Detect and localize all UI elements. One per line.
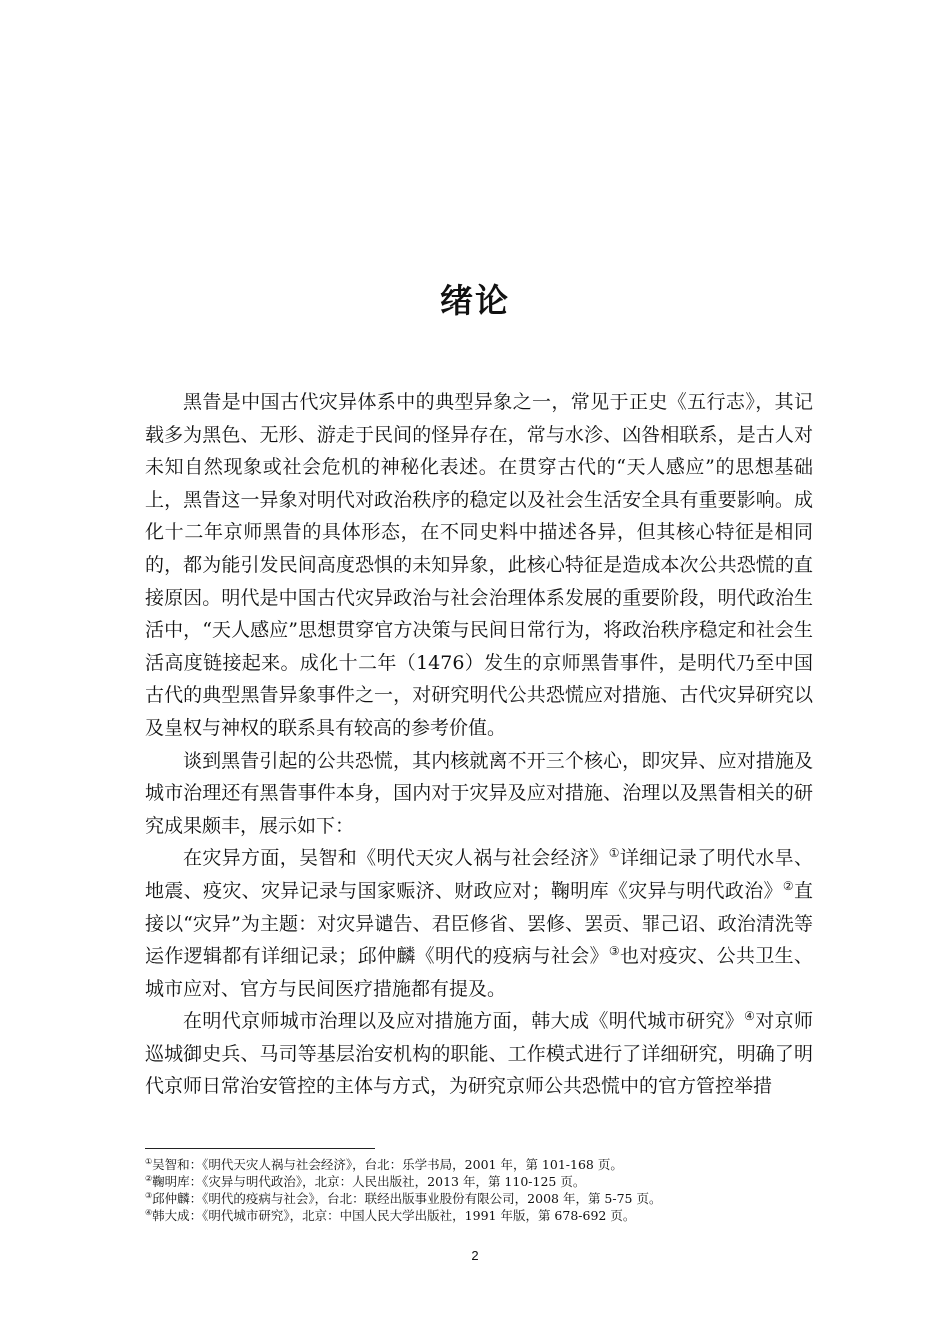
footnote-mark: ③: [145, 1191, 153, 1200]
footnote-1: [145, 1156, 813, 1173]
footnotes: [145, 1156, 813, 1224]
paragraph-3-text-c: 直接以“灾异”为主题：对灾异谴告、君臣修省、罢修、罢贡、罪己诏、政治清洗等运作逻辑都有详细记录；邱仲麟《明代的疫病与社会》: [145, 879, 813, 968]
footnote-text: 吴智和：《明代天灾人祸与社会经济》，台北：乐学书局，2001 年，第 101-168 页。: [152, 1157, 623, 1172]
body-text: [145, 386, 813, 1103]
paragraph-3-text-a: 在灾异方面，吴智和《明代天灾人祸与社会经济》: [183, 847, 609, 870]
footnote-ref-4[interactable]: ④: [744, 1009, 756, 1024]
footnote-2: [145, 1173, 813, 1190]
footnote-separator: [145, 1148, 375, 1149]
footnote-text: 鞠明库：《灾异与明代政治》，北京：人民出版社，2013 年，第 110-125 页。: [152, 1174, 586, 1189]
footnote-text: 韩大成：《明代城市研究》，北京：中国人民大学出版社，1991 年版，第 678-692 页。: [152, 1208, 636, 1223]
footnote-ref-1[interactable]: ①: [608, 846, 620, 861]
footnote-mark: ④: [145, 1208, 153, 1217]
footnote-mark: ①: [145, 1157, 153, 1166]
paragraph-1: 黑眚是中国古代灾异体系中的典型异象之一，常见于正史《五行志》，其记载多为黑色、无形、游走于民间的怪异存在，常与水沴、凶咎相联系，是古人对未知自然现象或社会危机的神秘化表述。在贯穿古代的“天人感应”的思想基础上，黑眚这一异象对明代对政治秩序的稳定以及社会生活安全具有重要影响。成化十二年京师黑眚的具体形态，在不同史料中描述各异，但其核心特征是相同的，都为能引发民间高度恐惧的未知异象，此核心特征是造成本次公共恐慌的直接原因。明代是中国古代灾异政治与社会治理体系发展的重要阶段，明代政治生活中，“天人感应”思想贯穿官方决策与民间日常行为，将政治秩序稳定和社会生活高度链接起来。成化十二年（1476）发生的京师黑眚事件，是明代乃至中国古代的典型黑眚异象事件之一，对研究明代公共恐慌应对措施、古代灾异研究以及皇权与神权的联系具有较高的参考价值。: [145, 391, 813, 739]
paragraph-4-text-a: 在明代京师城市治理以及应对措施方面，韩大成《明代城市研究》: [183, 1010, 745, 1033]
footnote-ref-3[interactable]: ③: [608, 944, 621, 959]
paragraph-3-text-b: 详细记录了明代水旱、地震、疫灾、灾异记录与国家赈济、财政应对；鞠明库《灾异与明代政治》: [145, 847, 813, 902]
footnote-3: [145, 1190, 813, 1207]
footnote-ref-2[interactable]: ②: [782, 878, 794, 893]
footnote-4: [145, 1207, 813, 1224]
paragraph-4-text-b: 对京师巡城御史兵、马司等基层治安机构的职能、工作模式进行了详细研究，明确了明代京师日常治安管控的主体与方式，为研究京师公共恐慌中的官方管控举措: [145, 1010, 813, 1098]
footnote-text: 邱仲麟：《明代的疫病与社会》，台北：联经出版事业股份有限公司，2008 年，第 5-75 页。: [152, 1191, 662, 1206]
page-number: 2: [471, 1248, 479, 1263]
paragraph-3: [145, 842, 813, 1005]
paragraph-3-text-d: 也对疫灾、公共卫生、城市应对、官方与民间医疗措施都有提及。: [145, 945, 813, 1000]
footnote-mark: ②: [145, 1174, 153, 1183]
paragraph-4: [145, 1005, 813, 1103]
page-title: 绪论: [440, 281, 510, 321]
paragraph-2: 谈到黑眚引起的公共恐慌，其内核就离不开三个核心，即灾异、应对措施及城市治理还有黑眚事件本身，国内对于灾异及应对措施、治理以及黑眚相关的研究成果颇丰，展示如下：: [145, 749, 813, 837]
